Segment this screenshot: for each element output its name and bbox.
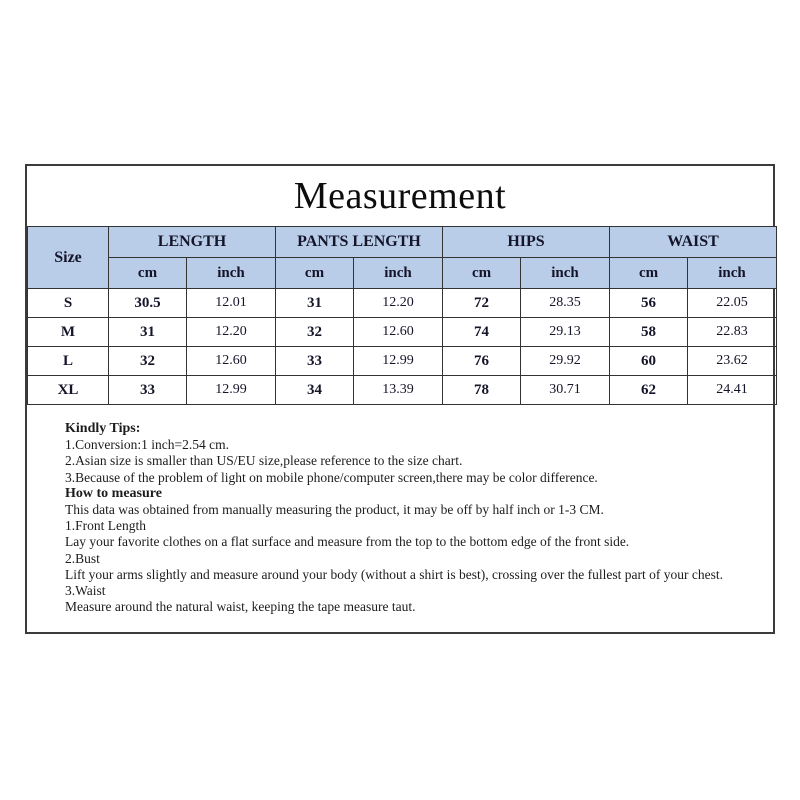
how-front-length-text: Lay your favorite clothes on a flat surface and measure from the top to the bottom edge of the front side. [65,534,630,550]
unit-header-hips-cm: cm [443,258,521,289]
unit-header-waist-inch: inch [688,258,777,289]
pants-inch-value: 12.99 [354,347,443,376]
unit-header-waist-cm: cm [610,258,688,289]
pants-cm-value: 32 [276,318,354,347]
table-row-s [28,289,777,318]
size-label: XL [28,376,109,405]
pants-inch-value: 12.20 [354,289,443,318]
tips-section [27,405,773,615]
unit-header-pants-cm: cm [276,258,354,289]
unit-header-length-inch: inch [187,258,276,289]
pants-cm-value: 33 [276,347,354,376]
length-inch-value: 12.01 [187,289,276,318]
waist-inch-value: 24.41 [688,376,777,405]
tip-conversion: 1.Conversion:1 inch=2.54 cm. [65,437,229,453]
waist-cm-value: 56 [610,289,688,318]
waist-inch-value: 22.05 [688,289,777,318]
pants-inch-value: 13.39 [354,376,443,405]
unit-header-hips-inch: inch [521,258,610,289]
hips-inch-value: 29.13 [521,318,610,347]
tip-asian-size: 2.Asian size is smaller than US/EU size,please reference to the size chart. [65,453,463,469]
waist-inch-value: 22.83 [688,318,777,347]
hips-cm-value: 76 [443,347,521,376]
group-header-pants-length: PANTS LENGTH [276,227,443,258]
group-header-waist: WAIST [610,227,777,258]
hips-cm-value: 72 [443,289,521,318]
hips-cm-value: 74 [443,318,521,347]
how-to-measure-heading: How to measure [65,485,162,501]
length-cm-value: 31 [109,318,187,347]
page-title: Measurement [293,175,507,217]
hips-inch-value: 30.71 [521,376,610,405]
measurement-panel [25,164,775,634]
waist-cm-value: 58 [610,318,688,347]
length-inch-value: 12.99 [187,376,276,405]
length-inch-value: 12.20 [187,318,276,347]
table-row-l [28,347,777,376]
length-inch-value: 12.60 [187,347,276,376]
pants-cm-value: 34 [276,376,354,405]
group-header-hips: HIPS [443,227,610,258]
hips-cm-value: 78 [443,376,521,405]
waist-inch-value: 23.62 [688,347,777,376]
length-cm-value: 32 [109,347,187,376]
waist-cm-value: 60 [610,347,688,376]
size-label: S [28,289,109,318]
group-header-length: LENGTH [109,227,276,258]
pants-cm-value: 31 [276,289,354,318]
size-column-header: Size [28,227,109,289]
size-label: M [28,318,109,347]
hips-inch-value: 28.35 [521,289,610,318]
how-bust-label: 2.Bust [65,550,100,566]
how-bust-text: Lift your arms slightly and measure around your body (without a shirt is best), crossing over the fullest part of your chest. [65,566,723,582]
size-chart-table [27,226,777,405]
kindly-tips-heading: Kindly Tips: [65,421,141,436]
how-front-length-label: 1.Front Length [65,518,146,534]
how-data-disclaimer: This data was obtained from manually measuring the product, it may be off by half inch or 1-3 CM. [65,502,604,518]
length-cm-value: 33 [109,376,187,405]
table-row-m [28,318,777,347]
table-row-xl [28,376,777,405]
tip-color-difference: 3.Because of the problem of light on mobile phone/computer screen,there may be color difference. [65,469,598,485]
group-header-row [28,227,777,258]
size-label: L [28,347,109,376]
hips-inch-value: 29.92 [521,347,610,376]
pants-inch-value: 12.60 [354,318,443,347]
unit-header-row [28,258,777,289]
title-row [27,166,773,226]
how-waist-label: 3.Waist [65,583,106,599]
unit-header-pants-inch: inch [354,258,443,289]
length-cm-value: 30.5 [109,289,187,318]
unit-header-length-cm: cm [109,258,187,289]
how-waist-text: Measure around the natural waist, keeping the tape measure taut. [65,599,416,615]
waist-cm-value: 62 [610,376,688,405]
